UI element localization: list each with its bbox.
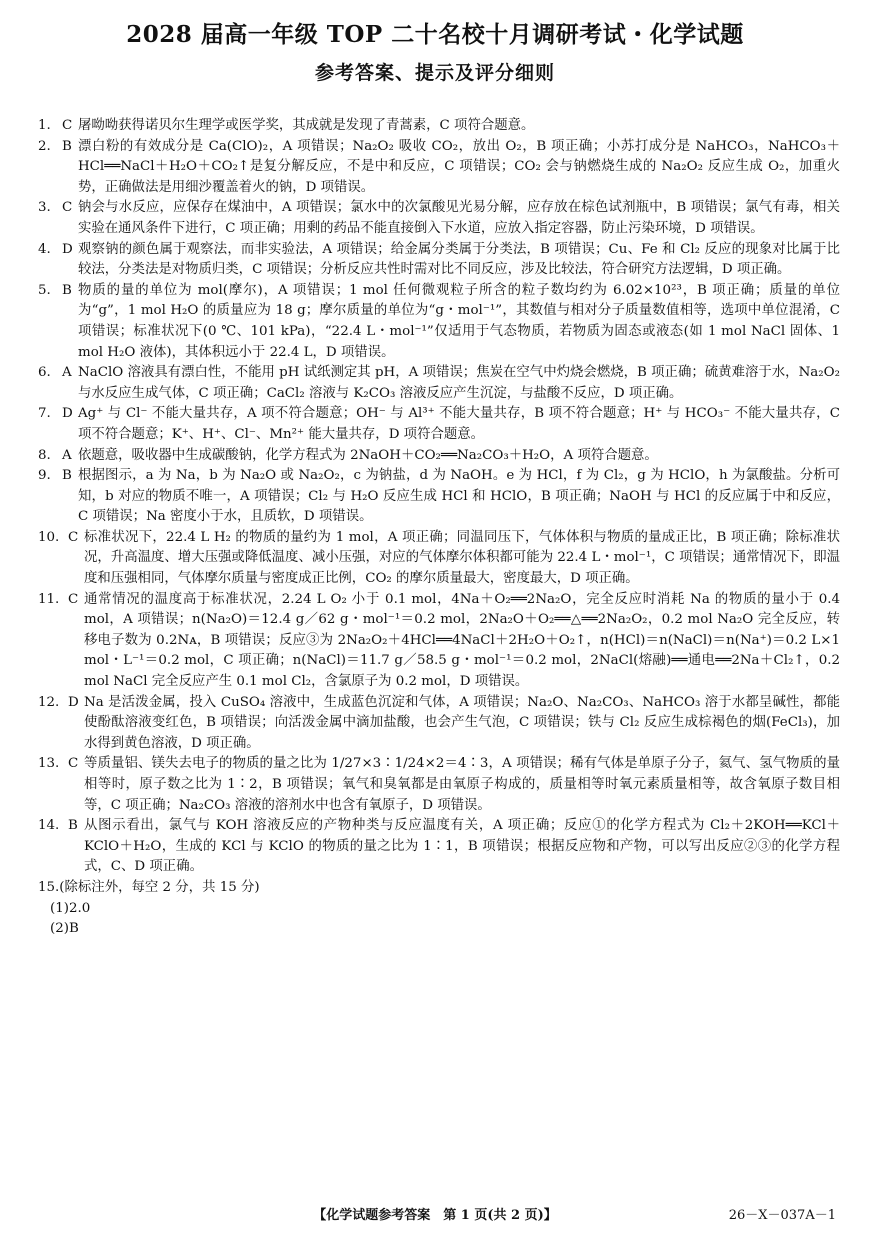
- item-number: 10.: [38, 529, 60, 545]
- item-explanation: 根据图示，a 为 Na，b 为 Na₂O 或 Na₂O₂，c 为钠盐，d 为 NaOH。e 为 HCl，f 为 Cl₂，g 为 HClO，h 为氯酸盐。分析可知，b 对应的物质不唯一，A 项错误；Cl₂ 与 H₂O 反应生成 HCl 和 HClO，B 项正确；NaOH 与 HCl 的反应属于中和反应，C 项错误；Na 密度小于水，且质软，D 项错误。: [78, 468, 840, 525]
- item-answer: C: [68, 529, 79, 545]
- item-explanation: NaClO 溶液具有漂白性，不能用 pH 试纸测定其 pH，A 项错误；焦炭在空气中灼烧会燃烧，B 项正确；硫黄难溶于水，Na₂O₂ 与水反应生成气体，C 项正确；CaCl₂ 溶液与 K₂CO₃ 溶液反应产生沉淀，与盐酸不反应，D 项正确。: [78, 365, 840, 401]
- answer-item-6: [38, 363, 840, 404]
- item-explanation: 依题意，吸收器中生成碳酸钠，化学方程式为 2NaOH＋CO₂══Na₂CO₃＋H₂O，A 项符合题意。: [78, 447, 658, 463]
- item-explanation: 标准状况下，22.4 L H₂ 的物质的量约为 1 mol，A 项正确；同温同压下，气体体积与物质的量成正比，B 项正确；除标准状况，升高温度、增大压强或降低温度、减小压强，对应的气体摩尔体积都可能为 22.4 L・mol⁻¹，C 项错误；通常情况下，即温度和压强相同，气体摩尔质量与密度成正比例，CO₂ 的摩尔质量最大，密度最大，D 项正确。: [84, 529, 840, 587]
- item-explanation: 钠会与水反应，应保存在煤油中，A 项错误；氯水中的次氯酸见光易分解，应存放在棕色试剂瓶中，B 项错误；氯气有毒，相关实验在通风条件下进行，C 项正确；用剩的药品不能直接倒入下水道，应放入指定容器，防止污染环境，D 项错误。: [78, 200, 840, 236]
- answer-item-7: [38, 404, 840, 445]
- item-answer: D: [68, 694, 79, 710]
- item-answer: B: [62, 468, 72, 484]
- answer-item-5: [38, 281, 840, 363]
- item-explanation: 物质的量的单位为 mol(摩尔)，A 项错误；1 mol 任何微观粒子所含的粒子数均约为 6.02×10²³，B 项正确；质量的单位为“g”，1 mol H₂O 的质量应为 18 g；摩尔质量的单位为“g・mol⁻¹”，其数值与相对分子质量数值相等，选项中单位混淆，C 项错误；标准状况下(0 ℃、101 kPa)，“22.4 L・mol⁻¹”仅适用于气态物质，若物质为固态或液态(如 1 mol NaCl 固体、1 mol H₂O 液体)，其体积远小于 22.4 L，D 项错误。: [78, 282, 840, 360]
- footer-code: 26－X－037A－1: [728, 1208, 836, 1223]
- item-number: 2.: [38, 138, 51, 154]
- answer-list: [38, 116, 840, 940]
- item-explanation: 从图示看出，氯气与 KOH 溶液反应的产物种类与反应温度有关，A 项正确；反应①的化学方程式为 Cl₂＋2KOH══KCl＋KClO＋H₂O，生成的 KCl 与 KClO 的物质的量之比为 1∶1，B 项错误；根据反应物和产物，可以写出反应②③的化学方程式，C、D 项正确。: [84, 818, 840, 875]
- item-explanation: 通常情况的温度高于标准状况，2.24 L O₂ 小于 0.1 mol，4Na＋O₂══2Na₂O，完全反应时消耗 Na 的物质的量小于 0.4 mol，A 项错误；n(Na₂O)＝12.4 g／62 g・mol⁻¹＝0.2 mol，2Na₂O＋O₂══△══2Na₂O₂，0.2 mol Na₂O 完全反应，转移电子数为 0.2Nᴀ，B 项错误；反应③为 2Na₂O₂＋4HCl══4NaCl＋2H₂O＋O₂↑，n(HCl)＝n(NaCl)＝n(Na⁺)＝0.2 L×1 mol・L⁻¹＝0.2 mol，C 项正确；n(NaCl)＝11.7 g／58.5 g・mol⁻¹＝0.2 mol，2NaCl(熔融)══通电══2Na＋Cl₂↑，0.2 mol NaCl 完全反应产生 0.1 mol Cl₂，含氯原子为 0.2 mol，D 项错误。: [84, 591, 840, 690]
- item-number: 9.: [38, 468, 51, 484]
- item-answer: C: [62, 200, 73, 216]
- item-number: 14.: [38, 818, 60, 834]
- item-number: 6.: [38, 365, 51, 381]
- answer-item-14: [38, 816, 840, 878]
- item-number: 13.: [38, 756, 60, 772]
- answer-item-10: [38, 528, 840, 590]
- item-answer: A: [62, 447, 72, 463]
- item-explanation: Na 是活泼金属，投入 CuSO₄ 溶液中，生成蓝色沉淀和气体，A 项错误；Na₂O、Na₂CO₃、NaHCO₃ 溶于水都呈碱性，都能使酚酞溶液变红色，B 项错误；向活泼金属中滴加盐酸，也会产生气泡，C 项错误；铁与 Cl₂ 反应生成棕褐色的烟(FeCl₃)，加水得到黄色溶液，D 项正确。: [84, 694, 840, 751]
- item-number: 7.: [38, 406, 51, 422]
- item-number: 5.: [38, 282, 51, 298]
- item-answer: C: [68, 591, 79, 607]
- item-answer: A: [62, 365, 72, 381]
- item-answer: C: [68, 756, 79, 772]
- item-number: 12.: [38, 694, 60, 710]
- item-explanation: 观察钠的颜色属于观察法，而非实验法，A 项错误；给金属分类属于分类法，B 项错误；Cu、Fe 和 Cl₂ 反应的现象对比属于比较法，分类法是对物质归类，C 项错误；分析反应共性时需对比不同反应，涉及比较法，符合研究方法逻辑，D 项正确。: [78, 241, 840, 278]
- section-15-line-1: (1)2.0: [50, 900, 91, 916]
- section-15-line-2: (2)B: [50, 921, 79, 937]
- answer-item-11: [38, 590, 840, 693]
- item-number: 3.: [38, 200, 51, 216]
- item-explanation: 漂白粉的有效成分是 Ca(ClO)₂，A 项错误；Na₂O₂ 吸收 CO₂，放出 O₂，B 项正确；小苏打成分是 NaHCO₃，NaHCO₃＋HCl══NaCl＋H₂O＋CO₂↑是复分解反应，不是中和反应，C 项错误；CO₂ 会与钠燃烧生成的 Na₂O₂ 反应生成 O₂，加重火势，正确做法是用细沙覆盖着火的钠，D 项错误。: [78, 138, 840, 195]
- item-explanation: 等质量铝、镁失去电子的物质的量之比为 1/27×3∶1/24×2＝4∶3，A 项错误；稀有气体是单原子分子，氦气、氢气物质的量相等时，原子数之比为 1∶2，B 项错误；氧气和臭氧都是由氧原子构成的，质量相等时氧元素质量相等，故含氧原子数目相等，C 项正确；Na₂CO₃ 溶液的溶剂水中也含有氧原子，D 项错误。: [84, 756, 840, 813]
- item-number: 8.: [38, 447, 51, 463]
- answer-item-3: [38, 198, 840, 239]
- page-title: 2028 届高一年级 TOP 二十名校十月调研考试・化学试题: [126, 21, 744, 48]
- item-answer: C: [62, 118, 73, 133]
- item-answer: D: [62, 241, 73, 257]
- item-answer: B: [68, 818, 78, 834]
- answer-item-9: [38, 466, 840, 528]
- item-answer: B: [62, 282, 72, 298]
- answer-item-12: [38, 693, 840, 755]
- answer-item-8: [38, 446, 840, 467]
- item-answer: D: [62, 406, 73, 422]
- item-number: 1.: [38, 118, 51, 133]
- answer-item-4: [38, 240, 840, 281]
- item-number: 4.: [38, 241, 51, 257]
- answer-item-13: [38, 754, 840, 816]
- answer-item-2: [38, 137, 840, 199]
- item-answer: B: [62, 138, 72, 154]
- section-15-heading: 15.(除标注外，每空 2 分，共 15 分): [38, 879, 260, 895]
- answer-item-1: [38, 116, 840, 137]
- page-subtitle: 参考答案、提示及评分细则: [314, 62, 555, 84]
- footer-page-info: 【化学试题参考答案 第 1 页(共 2 页)】: [313, 1208, 557, 1223]
- item-explanation: Ag⁺ 与 Cl⁻ 不能大量共存，A 项不符合题意；OH⁻ 与 Al³⁺ 不能大量共存，B 项不符合题意；H⁺ 与 HCO₃⁻ 不能大量共存，C 项不符合题意；K⁺、H⁺、Cl⁻、Mn²⁺ 能大量共存，D 项符合题意。: [78, 406, 840, 442]
- item-number: 11.: [38, 591, 60, 607]
- item-explanation: 屠呦呦获得诺贝尔生理学或医学奖，其成就是发现了青蒿素，C 项符合题意。: [78, 118, 535, 133]
